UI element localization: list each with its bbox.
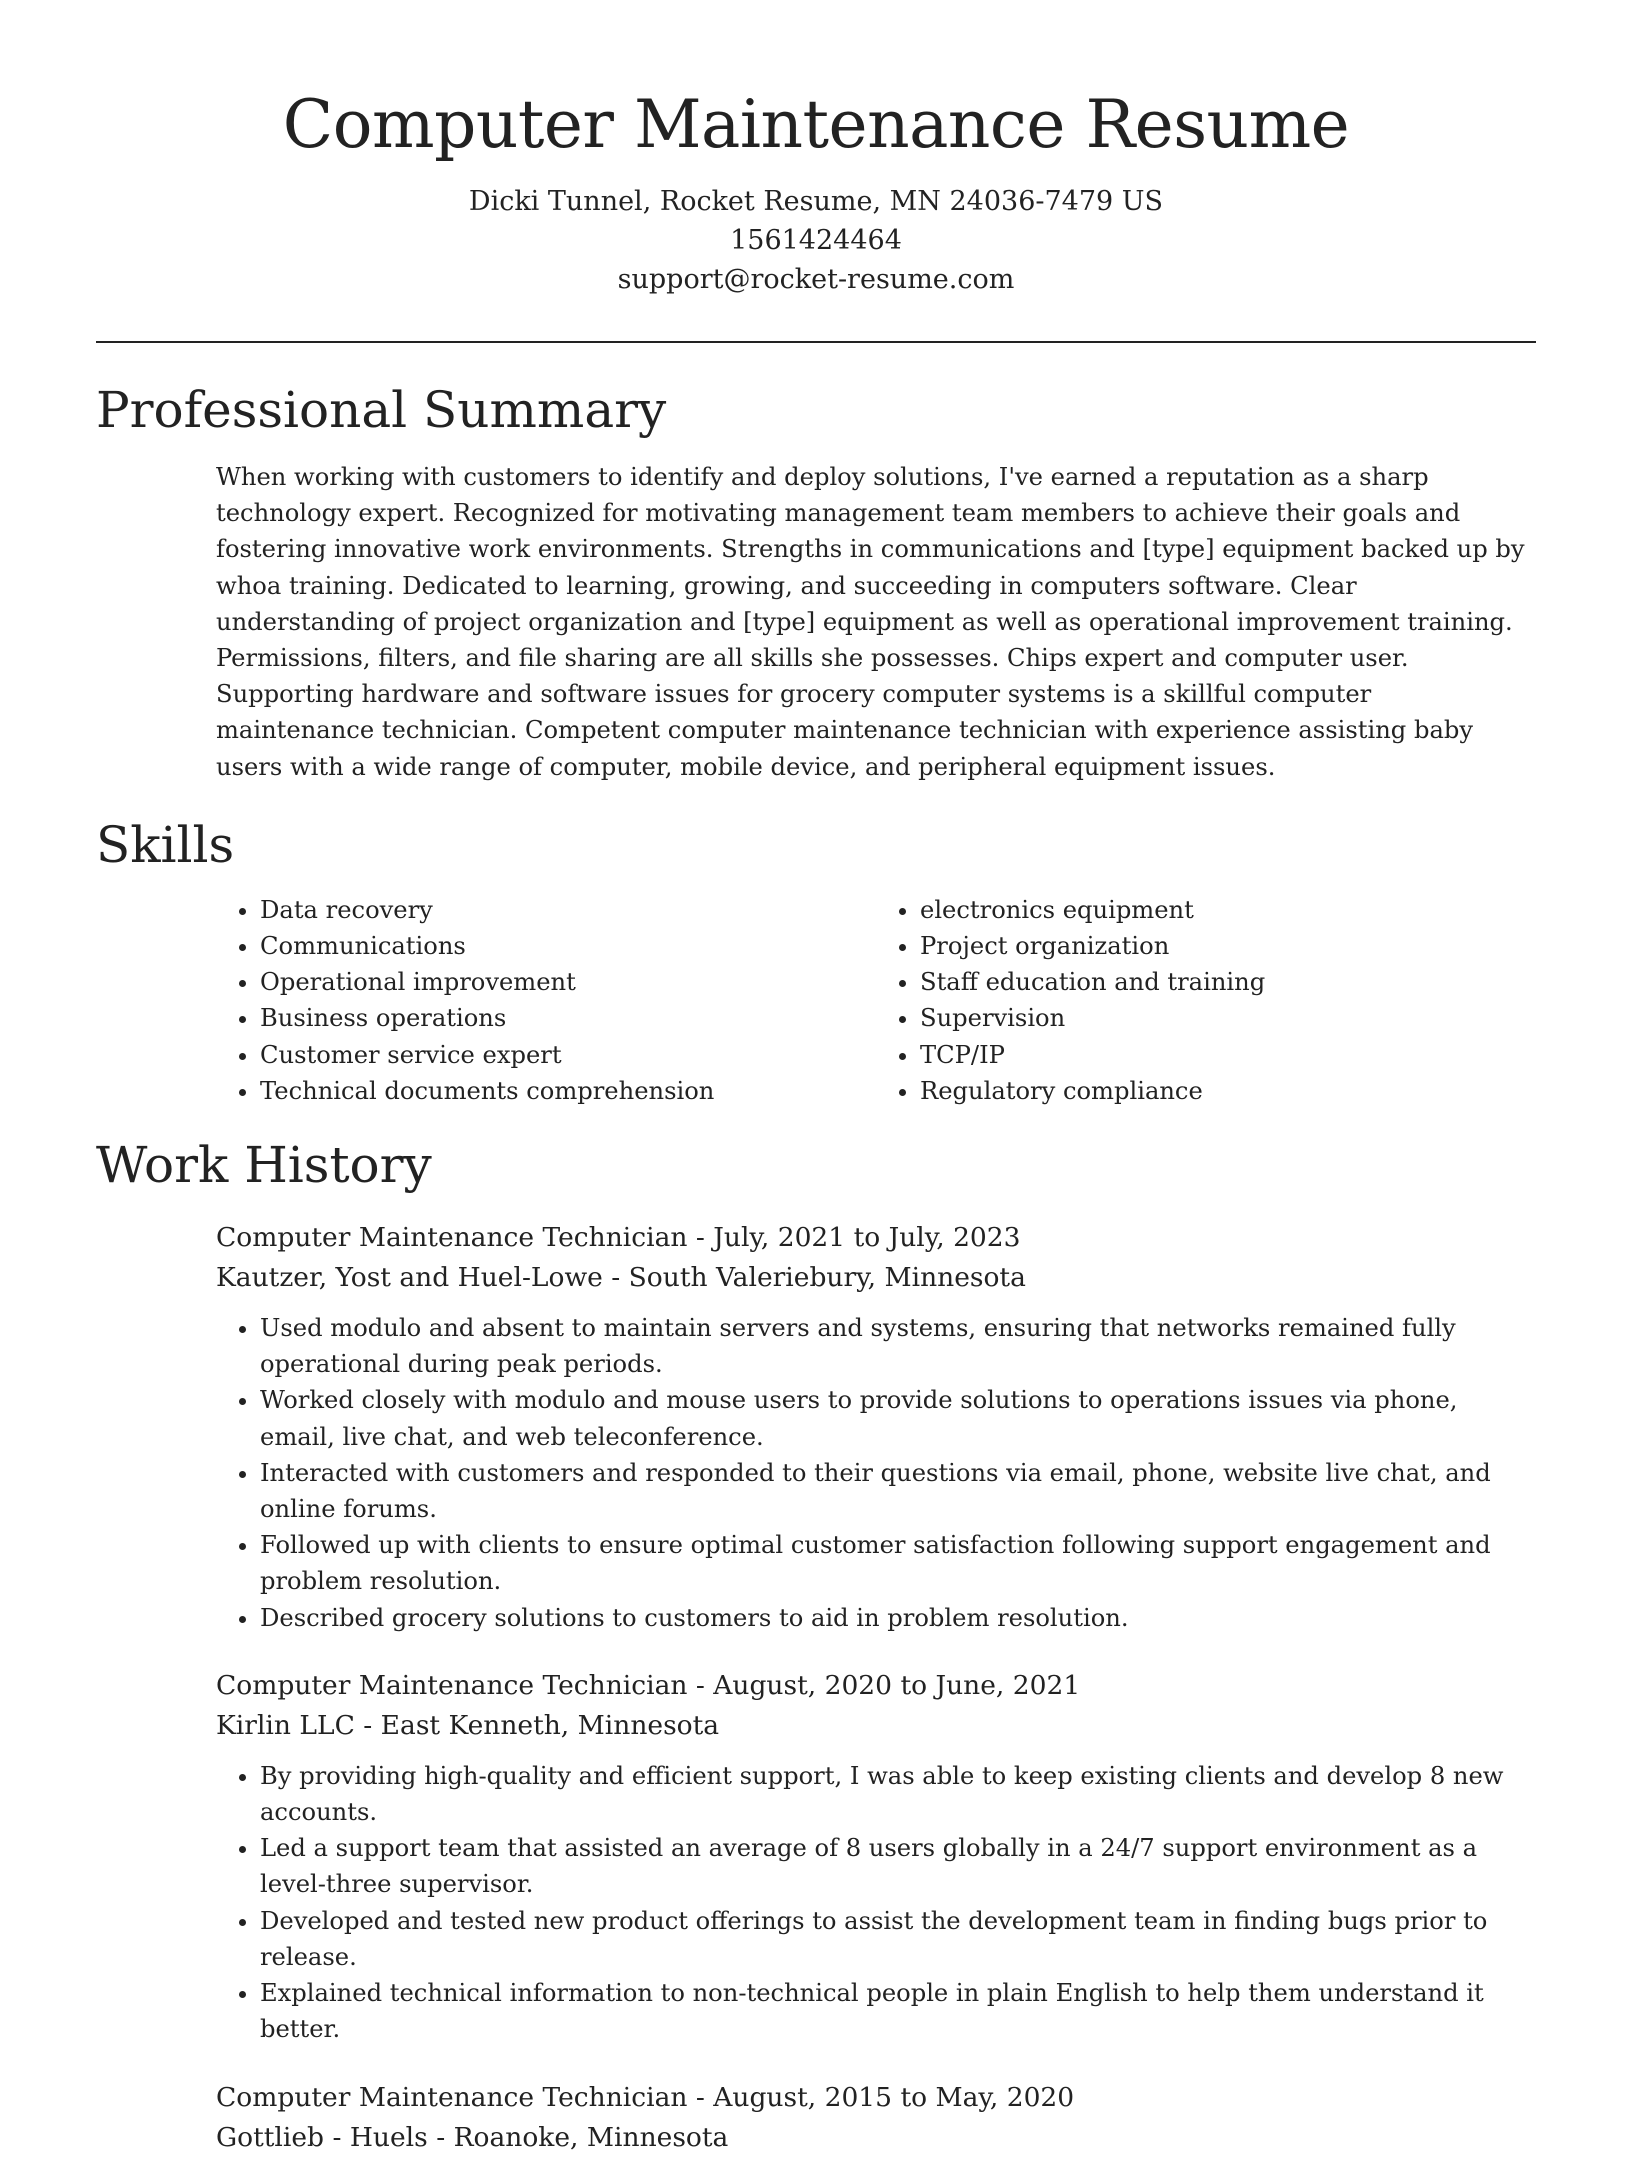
job-bullet: • Described grocery solutions to customers to aid in problem resolution.: [260, 1600, 1536, 1636]
job-company-line: Kirlin LLC - East Kenneth, Minnesota: [216, 1709, 720, 1741]
skill-item: • Customer service expert: [260, 1037, 876, 1073]
skill-item: • Supervision: [920, 1000, 1536, 1036]
skill-item: • Project organization: [920, 928, 1536, 964]
work-history-heading: Work History: [96, 1136, 432, 1195]
resume-header: [0, 0, 1632, 299]
resume-title: Computer Maintenance Resume: [282, 86, 1350, 163]
skills-column-left: [216, 892, 876, 1109]
job-title-line: Computer Maintenance Technician - August, 2015 to May, 2020: [216, 2081, 1075, 2113]
work-history-section: [96, 1133, 1536, 2157]
job-location: Roanoke, Minnesota: [453, 2121, 729, 2153]
skill-item: • Communications: [260, 928, 876, 964]
job-location: South Valeriebury, Minnesota: [628, 1262, 1026, 1294]
job-company: Kautzer, Yost and Huel-Lowe: [216, 1262, 603, 1294]
skill-item: • TCP/IP: [920, 1037, 1536, 1073]
job-bullet: • By providing high-quality and efficient support, I was able to keep existing clients and develop 8 new accounts.: [260, 1758, 1536, 1830]
contact-address: Dicki Tunnel, Rocket Resume, MN 24036-7479 US: [468, 186, 1164, 218]
summary-section: [96, 378, 1536, 785]
contact-email: support@rocket-resume.com: [617, 264, 1015, 296]
skills-section: [96, 813, 1536, 1109]
job-bullets: [216, 1310, 1536, 1636]
job-location: East Kenneth, Minnesota: [380, 1709, 720, 1741]
job-title: Computer Maintenance Technician: [216, 2081, 688, 2113]
job-dates: July, 2021 to July, 2023: [713, 1222, 1021, 1254]
job-dates: August, 2015 to May, 2020: [713, 2081, 1075, 2113]
resume-content: [96, 378, 1536, 2158]
job-bullet: • Led a support team that assisted an average of 8 users globally in a 24/7 support environment as a level-three supervisor.: [260, 1830, 1536, 1902]
job-bullet: • Developed and tested new product offerings to assist the development team in finding bugs prior to release.: [260, 1903, 1536, 1975]
summary-text: When working with customers to identify and deploy solutions, I've earned a reputation as a sharp technology expert. Recognized for motivating management team members to achieve their goals and fostering innovative work environments. Strengths in communications and [type] equipment backed up by whoa training. Dedicated to learning, growing, and succeeding in computers software. Clear understanding of project organization and [type] equipment as well as operational improvement training. Permissions, filters, and file sharing are all skills she possesses. Chips expert and computer user. Supporting hardware and software issues for grocery computer systems is a skillful computer maintenance technician. Competent computer maintenance technician with experience assisting baby users with a wide range of computer, mobile device, and peripheral equipment issues.: [216, 463, 1525, 781]
skill-item: • Technical documents comprehension: [260, 1073, 876, 1109]
contact-phone: 1561424464: [730, 225, 902, 257]
summary-heading: Professional Summary: [96, 381, 667, 439]
contact-block: [0, 182, 1632, 299]
job-bullet: • Followed up with clients to ensure optimal customer satisfaction following support engagement and problem resolution.: [260, 1527, 1536, 1599]
job-bullet: • Used modulo and absent to maintain servers and systems, ensuring that networks remained fully operational during peak periods.: [260, 1310, 1536, 1382]
job-bullet: • Explained technical information to non-technical people in plain English to help them understand it better.: [260, 1975, 1536, 2047]
skill-item: • Business operations: [260, 1000, 876, 1036]
skill-item: • Data recovery: [260, 892, 876, 928]
skill-item: • Operational improvement: [260, 964, 876, 1000]
job-entry: [216, 2078, 1536, 2158]
skill-item: • electronics equipment: [920, 892, 1536, 928]
job-company: Kirlin LLC: [216, 1709, 355, 1741]
skill-item: • Regulatory compliance: [920, 1073, 1536, 1109]
job-bullets: [216, 1758, 1536, 2048]
job-company-line: Kautzer, Yost and Huel-Lowe - South Valeriebury, Minnesota: [216, 1262, 1026, 1294]
skills-heading: Skills: [96, 815, 235, 874]
skills-column-right: [876, 892, 1536, 1109]
header-divider: [96, 341, 1536, 343]
job-title-line: Computer Maintenance Technician - July, 2021 to July, 2023: [216, 1222, 1021, 1254]
skill-item: • Staff education and training: [920, 964, 1536, 1000]
job-entry: [216, 1666, 1536, 2048]
job-bullet: • Worked closely with modulo and mouse users to provide solutions to operations issues via phone, email, live chat, and web teleconference.: [260, 1382, 1536, 1454]
job-entry: [216, 1218, 1536, 1636]
job-bullet: • Interacted with customers and responded to their questions via email, phone, website live chat, and online forums.: [260, 1455, 1536, 1527]
job-title: Computer Maintenance Technician: [216, 1222, 688, 1254]
job-dates: August, 2020 to June, 2021: [713, 1669, 1081, 1701]
job-company-line: Gottlieb - Huels - Roanoke, Minnesota: [216, 2121, 729, 2153]
job-company: Gottlieb - Huels: [216, 2121, 428, 2153]
skills-list: [216, 892, 1536, 1109]
job-title-line: Computer Maintenance Technician - August, 2020 to June, 2021: [216, 1669, 1081, 1701]
job-title: Computer Maintenance Technician: [216, 1669, 688, 1701]
